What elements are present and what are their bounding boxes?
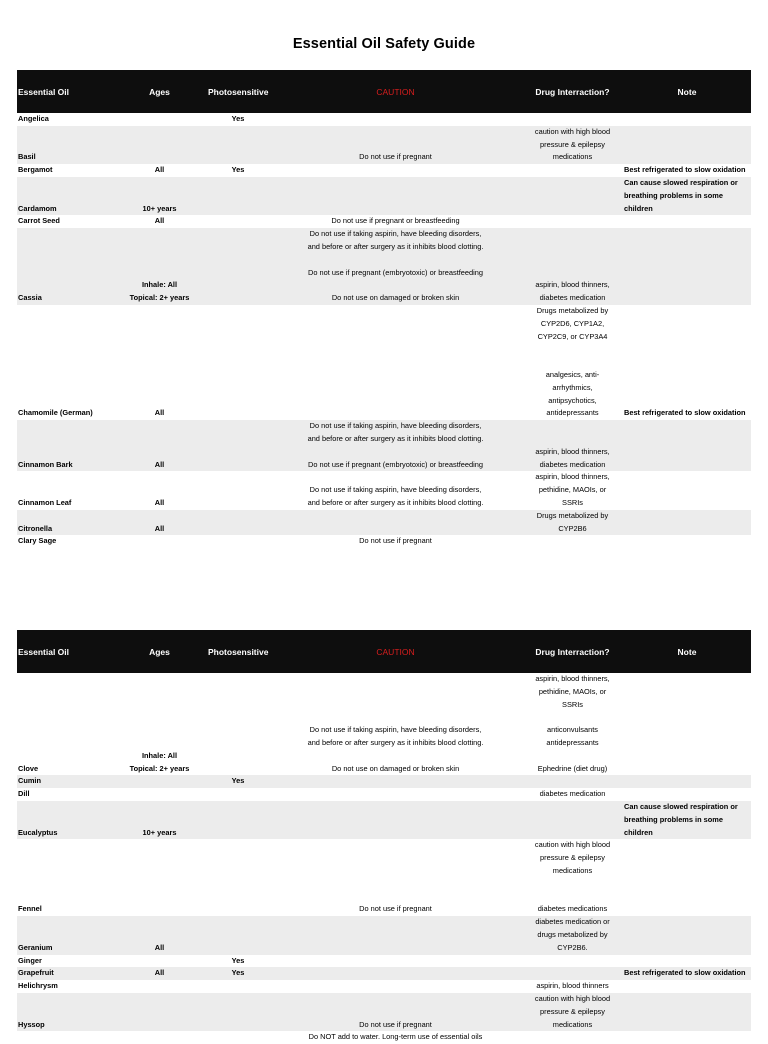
cell-ages: All xyxy=(112,916,207,954)
table-row xyxy=(17,471,751,509)
cell-ages: All xyxy=(112,420,207,471)
cell-ages xyxy=(112,126,207,164)
header-drug-interaction: Drug Interraction? xyxy=(522,70,623,113)
table-row xyxy=(17,510,751,536)
cell-note xyxy=(623,228,751,305)
cell-ages: All xyxy=(154,165,165,175)
header-photosensitive: Photosensitive xyxy=(207,630,269,673)
header-photosensitive: Photosensitive xyxy=(207,70,269,113)
cell-note xyxy=(623,980,751,993)
cell-photosensitive xyxy=(207,228,269,305)
cell-ages xyxy=(112,993,207,1031)
table-body xyxy=(17,673,751,1044)
cell-note xyxy=(623,775,751,788)
cell-photosensitive: Yes xyxy=(231,165,245,175)
cell-essential-oil: Angelica xyxy=(18,114,49,123)
cell-essential-oil: Eucalyptus xyxy=(17,801,112,839)
cell-essential-oil: Basil xyxy=(17,126,112,164)
cell-caution xyxy=(269,510,522,536)
cell-ages: All xyxy=(154,497,165,507)
safety-table-1 xyxy=(17,70,751,548)
table-row xyxy=(17,801,751,839)
cell-photosensitive xyxy=(207,916,269,954)
cell-drug-interaction: caution with high blood pressure & epilepsy medications xyxy=(522,126,623,164)
page-title: Essential Oil Safety Guide xyxy=(292,36,476,52)
cell-essential-oil: Chamomile (German) xyxy=(18,408,93,418)
cell-ages: All xyxy=(154,216,165,226)
cell-ages xyxy=(112,113,207,126)
cell-ages xyxy=(112,839,207,916)
cell-caution xyxy=(269,164,522,177)
cell-note: Best refrigerated to slow oxidation xyxy=(623,967,751,980)
header-ages: Ages xyxy=(112,630,207,673)
header-drug-interaction: Drug Interraction? xyxy=(522,630,623,673)
cell-essential-oil: Citronella xyxy=(17,510,112,536)
cell-drug-interaction xyxy=(522,801,623,839)
table-row xyxy=(17,916,751,954)
cell-ages: All xyxy=(112,967,207,980)
cell-ages: Inhale: All Topical: 2+ years xyxy=(112,228,207,305)
cell-note xyxy=(623,955,751,968)
cell-note xyxy=(623,673,751,775)
table-body xyxy=(17,113,751,548)
cell-essential-oil: Geranium xyxy=(17,916,112,954)
cell-essential-oil xyxy=(17,1031,112,1044)
cell-essential-oil: Carrot Seed xyxy=(18,216,60,226)
table-row xyxy=(17,1031,751,1044)
cell-essential-oil: Cumin xyxy=(17,775,112,788)
cell-photosensitive: Yes xyxy=(207,775,269,788)
cell-note xyxy=(623,113,751,126)
table-row xyxy=(17,305,751,420)
cell-note xyxy=(623,535,751,548)
header-note: Note xyxy=(623,70,751,113)
cell-caution xyxy=(269,955,522,968)
cell-note xyxy=(623,993,751,1031)
cell-photosensitive xyxy=(207,535,269,548)
cell-caution: Do not use if pregnant xyxy=(359,536,432,546)
cell-photosensitive xyxy=(207,126,269,164)
cell-drug-interaction xyxy=(522,775,623,788)
cell-ages xyxy=(112,788,207,801)
cell-ages: 10+ years xyxy=(112,177,207,215)
table-row xyxy=(17,535,751,548)
cell-caution xyxy=(269,177,522,215)
table-row xyxy=(17,839,751,916)
cell-essential-oil: Helichrysm xyxy=(18,981,58,991)
cell-note xyxy=(623,839,751,916)
cell-note xyxy=(623,916,751,954)
cell-photosensitive xyxy=(207,980,269,993)
cell-photosensitive xyxy=(207,177,269,215)
table-row xyxy=(17,177,751,215)
cell-note: Can cause slowed respiration or breathing problems in some children xyxy=(623,801,751,839)
cell-caution: Do not use if taking aspirin, have bleeding disorders, and before or after surgery as it inhibits blood clotting. Do not use if pregnant (embryotoxic) or breastfeeding xyxy=(269,420,522,471)
cell-ages xyxy=(112,955,207,968)
cell-photosensitive xyxy=(207,420,269,471)
cell-essential-oil: Cinnamon Leaf xyxy=(18,497,72,507)
cell-ages xyxy=(112,980,207,993)
header-row xyxy=(17,630,751,673)
table-row xyxy=(17,126,751,164)
cell-note xyxy=(623,126,751,164)
header-caution: CAUTION xyxy=(269,630,522,673)
cell-photosensitive: Yes xyxy=(231,955,245,965)
cell-ages xyxy=(112,1031,207,1044)
cell-drug-interaction: diabetes medication or drugs metabolized by CYP2B6. xyxy=(522,916,623,954)
cell-note: Can cause slowed respiration or breathing problems in some children xyxy=(623,177,751,215)
cell-photosensitive xyxy=(207,510,269,536)
safety-table-2 xyxy=(17,630,751,1044)
table-row xyxy=(17,164,751,177)
cell-caution: Do not use if taking aspirin, have bleeding disorders, and before or after surgery as it inhibits blood clotting. xyxy=(307,485,484,507)
cell-caution: Do not use if taking aspirin, have bleeding disorders, and before or after surgery as it inhibits blood clotting. Do not use if pregnant (embryotoxic) or breastfeeding Do not use on damaged or broken skin xyxy=(269,228,522,305)
cell-caution xyxy=(269,305,522,420)
header-row xyxy=(17,70,751,113)
cell-photosensitive xyxy=(207,673,269,775)
cell-caution xyxy=(269,113,522,126)
cell-drug-interaction xyxy=(522,164,623,177)
cell-photosensitive: Yes xyxy=(207,967,269,980)
cell-photosensitive xyxy=(207,305,269,420)
cell-essential-oil: Hyssop xyxy=(17,993,112,1031)
cell-essential-oil: Cardamom xyxy=(17,177,112,215)
cell-note xyxy=(623,420,751,471)
cell-caution xyxy=(269,980,522,993)
table-row xyxy=(17,673,751,775)
cell-essential-oil: Cinnamon Bark xyxy=(17,420,112,471)
cell-drug-interaction: aspirin, blood thinners, diabetes medication xyxy=(522,228,623,305)
cell-drug-interaction: caution with high blood pressure & epilepsy medications xyxy=(522,993,623,1031)
table-row xyxy=(17,993,751,1031)
cell-ages xyxy=(112,775,207,788)
cell-photosensitive xyxy=(207,215,269,228)
table-row xyxy=(17,113,751,126)
cell-caution xyxy=(269,801,522,839)
header-caution: CAUTION xyxy=(269,70,522,113)
cell-drug-interaction: Drugs metabolized by CYP2B6 xyxy=(522,510,623,536)
table-row xyxy=(17,215,751,228)
cell-photosensitive xyxy=(207,993,269,1031)
cell-essential-oil: Clary Sage xyxy=(18,536,57,546)
cell-ages: Inhale: All Topical: 2+ years xyxy=(129,750,190,773)
cell-note xyxy=(623,215,751,228)
cell-ages: All xyxy=(112,510,207,536)
cell-caution xyxy=(269,967,522,980)
cell-ages xyxy=(112,535,207,548)
cell-essential-oil: Clove xyxy=(18,763,39,773)
cell-caution: Do not use if taking aspirin, have bleeding disorders, and before or after surgery as it inhibits blood clotting. Do not use on damaged or broken skin xyxy=(307,725,484,773)
cell-drug-interaction xyxy=(522,955,623,968)
cell-drug-interaction xyxy=(522,177,623,215)
cell-essential-oil: Bergamot xyxy=(18,165,53,175)
cell-caution: Do NOT add to water. Long-term use of essential oils xyxy=(308,1032,483,1042)
cell-drug-interaction: aspirin, blood thinners, diabetes medication xyxy=(522,420,623,471)
cell-drug-interaction: diabetes medication xyxy=(539,789,606,799)
table-row xyxy=(17,788,751,801)
cell-drug-interaction xyxy=(522,1031,623,1044)
cell-caution xyxy=(269,788,522,801)
cell-essential-oil: Cassia xyxy=(17,228,112,305)
cell-note: Best refrigerated to slow oxidation xyxy=(624,165,746,175)
cell-photosensitive xyxy=(207,471,269,509)
cell-drug-interaction: aspirin, blood thinners, pethidine, MAOIs, or SSRIs anticonvulsants antidepressants Ephedrine (diet drug) xyxy=(535,674,610,773)
cell-drug-interaction xyxy=(522,215,623,228)
cell-photosensitive xyxy=(207,839,269,916)
cell-essential-oil: Fennel xyxy=(18,904,42,914)
cell-ages: All xyxy=(154,408,165,418)
cell-drug-interaction xyxy=(522,113,623,126)
cell-note: Best refrigerated to slow oxidation xyxy=(624,408,746,418)
header-note: Note xyxy=(623,630,751,673)
cell-photosensitive: Yes xyxy=(231,114,245,123)
cell-caution: Do not use if pregnant xyxy=(269,126,522,164)
cell-note xyxy=(623,788,751,801)
cell-note xyxy=(623,510,751,536)
header-essential-oil: Essential Oil xyxy=(17,70,112,113)
cell-drug-interaction xyxy=(522,535,623,548)
cell-photosensitive xyxy=(207,788,269,801)
table-row xyxy=(17,955,751,968)
cell-caution xyxy=(269,775,522,788)
cell-ages: 10+ years xyxy=(112,801,207,839)
cell-drug-interaction xyxy=(522,967,623,980)
cell-essential-oil: Grapefruit xyxy=(17,967,112,980)
cell-essential-oil: Dill xyxy=(18,789,30,799)
table-row xyxy=(17,775,751,788)
cell-note xyxy=(623,1031,751,1044)
table-row xyxy=(17,228,751,305)
cell-essential-oil: Ginger xyxy=(18,955,42,965)
cell-drug-interaction: caution with high blood pressure & epilepsy medications diabetes medications xyxy=(534,840,611,914)
table-row xyxy=(17,980,751,993)
cell-caution: Do not use if pregnant xyxy=(359,904,432,914)
header-ages: Ages xyxy=(112,70,207,113)
cell-photosensitive xyxy=(207,1031,269,1044)
cell-drug-interaction: Drugs metabolized by CYP2D6, CYP1A2, CYP2C9, or CYP3A4 analgesics, anti- arrhythmics, antipsychotics, antidepressants xyxy=(536,305,609,418)
cell-caution xyxy=(269,916,522,954)
table-row xyxy=(17,420,751,471)
cell-drug-interaction: aspirin, blood thinners xyxy=(536,981,609,991)
cell-photosensitive xyxy=(207,801,269,839)
cell-caution: Do not use if pregnant xyxy=(269,993,522,1031)
cell-caution: Do not use if pregnant or breastfeeding xyxy=(331,216,460,226)
cell-drug-interaction: aspirin, blood thinners, pethidine, MAOIs, or SSRIs xyxy=(535,472,610,507)
header-essential-oil: Essential Oil xyxy=(17,630,112,673)
table-row xyxy=(17,967,751,980)
cell-note xyxy=(623,471,751,509)
